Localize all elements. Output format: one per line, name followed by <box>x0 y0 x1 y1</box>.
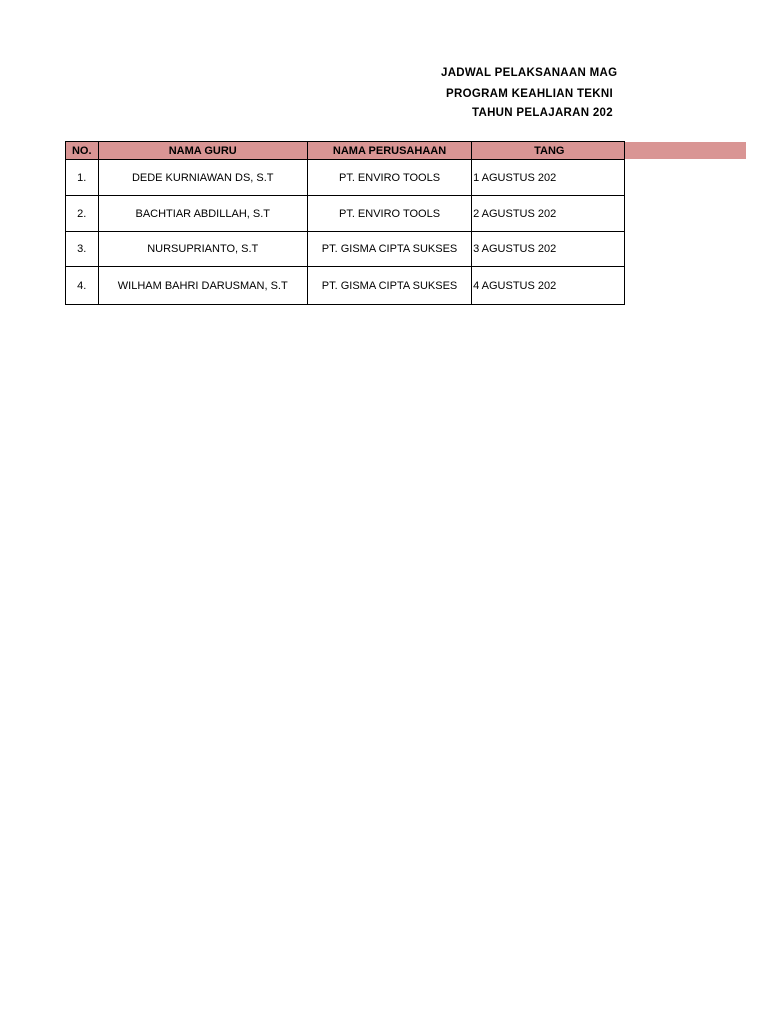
document-title-line-1: JADWAL PELAKSANAAN MAG <box>441 67 618 79</box>
cell-tanggal: 2 AGUSTUS 202 <box>472 196 625 232</box>
cell-no: 1. <box>66 160 99 196</box>
cell-no: 3. <box>66 232 99 267</box>
cell-nama-perusahaan: PT. ENVIRO TOOLS <box>307 196 471 232</box>
cell-nama-perusahaan: PT. GISMA CIPTA SUKSES <box>307 267 471 305</box>
table-header-fill-extension <box>625 142 746 159</box>
header-nama-guru: NAMA GURU <box>98 142 307 160</box>
table-row <box>66 232 625 267</box>
cell-tanggal: 1 AGUSTUS 202 <box>472 160 625 196</box>
cell-nama-guru: NURSUPRIANTO, S.T <box>98 232 307 267</box>
table-row <box>66 267 625 305</box>
cell-nama-perusahaan: PT. GISMA CIPTA SUKSES <box>307 232 471 267</box>
schedule-table <box>65 141 625 305</box>
header-nama-perusahaan: NAMA PERUSAHAAN <box>307 142 471 160</box>
header-no: NO. <box>66 142 99 160</box>
cell-no: 2. <box>66 196 99 232</box>
header-tanggal: TANG <box>472 142 625 160</box>
table-header-row <box>66 142 625 160</box>
cell-tanggal: 4 AGUSTUS 202 <box>472 267 625 305</box>
document-title-line-2: PROGRAM KEAHLIAN TEKNI <box>446 88 613 100</box>
cell-nama-guru: DEDE KURNIAWAN DS, S.T <box>98 160 307 196</box>
table-row <box>66 160 625 196</box>
cell-tanggal: 3 AGUSTUS 202 <box>472 232 625 267</box>
cell-nama-perusahaan: PT. ENVIRO TOOLS <box>307 160 471 196</box>
document-title-line-3: TAHUN PELAJARAN 202 <box>472 107 613 119</box>
cell-nama-guru: BACHTIAR ABDILLAH, S.T <box>98 196 307 232</box>
cell-nama-guru: WILHAM BAHRI DARUSMAN, S.T <box>98 267 307 305</box>
cell-no: 4. <box>66 267 99 305</box>
table-row <box>66 196 625 232</box>
